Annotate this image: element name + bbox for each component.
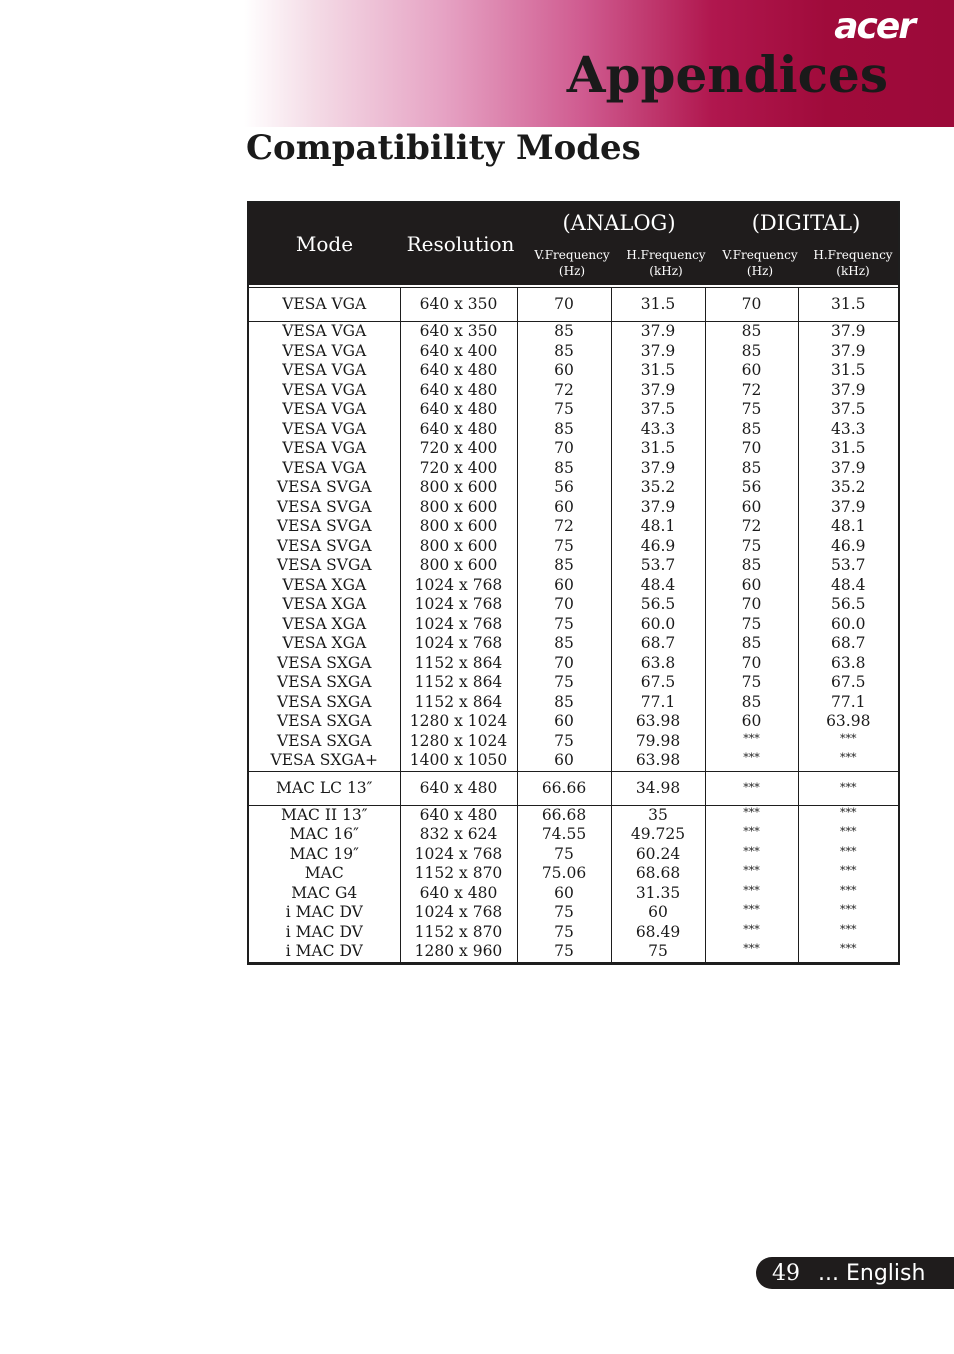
resolution-cell: 640 x 350 [400, 322, 517, 342]
resolution-cell: 640 x 480 [400, 771, 517, 805]
digital-vfreq-cell: 60 [705, 712, 798, 732]
table-row [249, 439, 898, 459]
table-row [249, 322, 898, 342]
digital-hfreq-cell: *** [798, 771, 898, 805]
resolution-cell: 1024 x 768 [400, 615, 517, 635]
digital-vfreq-cell: 70 [705, 654, 798, 674]
digital-hfreq-cell: 63.98 [798, 712, 898, 732]
analog-vfreq-cell: 60 [517, 712, 611, 732]
mode-cell: VESA SVGA [249, 517, 400, 537]
mode-cell: VESA SVGA [249, 556, 400, 576]
digital-hfreq-cell: 37.9 [798, 459, 898, 479]
mode-cell: MAC G4 [249, 884, 400, 904]
analog-hfreq-cell: 49.725 [611, 825, 705, 845]
digital-vfreq-cell: 85 [705, 420, 798, 440]
resolution-cell: 800 x 600 [400, 478, 517, 498]
analog-hfreq-cell: 35 [611, 805, 705, 825]
digital-hfreq-cell: *** [798, 825, 898, 845]
table-row [249, 693, 898, 713]
digital-hfreq-cell: *** [798, 884, 898, 904]
analog-vfreq-cell: 75 [517, 673, 611, 693]
header-analog-hfreq: H.Frequency (kHz) [626, 248, 706, 278]
resolution-cell: 1152 x 864 [400, 693, 517, 713]
analog-vfreq-cell: 85 [517, 420, 611, 440]
mode-cell: MAC 16″ [249, 825, 400, 845]
header-analog: (ANALOG) [562, 211, 676, 235]
digital-vfreq-cell: *** [705, 845, 798, 865]
digital-vfreq-cell: 56 [705, 478, 798, 498]
mode-cell: VESA VGA [249, 381, 400, 401]
digital-hfreq-cell: 35.2 [798, 478, 898, 498]
mode-cell: VESA XGA [249, 634, 400, 654]
resolution-cell: 640 x 480 [400, 361, 517, 381]
table-row [249, 864, 898, 884]
analog-vfreq-cell: 75 [517, 400, 611, 420]
analog-hfreq-cell: 31.5 [611, 439, 705, 459]
analog-hfreq-cell: 48.1 [611, 517, 705, 537]
mode-cell: VESA SXGA+ [249, 751, 400, 771]
analog-vfreq-cell: 75 [517, 537, 611, 557]
analog-vfreq-cell: 60 [517, 576, 611, 596]
digital-vfreq-cell: 72 [705, 517, 798, 537]
digital-hfreq-cell: *** [798, 732, 898, 752]
digital-hfreq-cell: 63.8 [798, 654, 898, 674]
header-digital-hfreq: H.Frequency (kHz) [813, 248, 893, 278]
table-row [249, 400, 898, 420]
digital-vfreq-cell: 85 [705, 556, 798, 576]
digital-hfreq-cell: *** [798, 923, 898, 943]
resolution-cell: 1152 x 870 [400, 923, 517, 943]
digital-vfreq-cell: 85 [705, 322, 798, 342]
analog-hfreq-cell: 68.7 [611, 634, 705, 654]
digital-hfreq-cell: 77.1 [798, 693, 898, 713]
analog-vfreq-cell: 70 [517, 654, 611, 674]
analog-vfreq-cell: 75 [517, 923, 611, 943]
analog-hfreq-cell: 63.98 [611, 751, 705, 771]
mode-cell: VESA VGA [249, 439, 400, 459]
table-row [249, 615, 898, 635]
resolution-cell: 720 x 400 [400, 439, 517, 459]
table-row [249, 556, 898, 576]
mode-cell: i MAC DV [249, 942, 400, 962]
resolution-cell: 1400 x 1050 [400, 751, 517, 771]
analog-hfreq-cell: 60.24 [611, 845, 705, 865]
analog-vfreq-cell: 70 [517, 288, 611, 322]
mode-cell: VESA SXGA [249, 654, 400, 674]
mode-cell: VESA SVGA [249, 478, 400, 498]
analog-vfreq-cell: 70 [517, 439, 611, 459]
mode-cell: MAC II 13″ [249, 805, 400, 825]
table-row [249, 576, 898, 596]
analog-hfreq-cell: 35.2 [611, 478, 705, 498]
table-row [249, 517, 898, 537]
analog-hfreq-cell: 31.35 [611, 884, 705, 904]
table-row [249, 478, 898, 498]
mode-cell: VESA SXGA [249, 732, 400, 752]
table-row [249, 342, 898, 362]
digital-vfreq-cell: 75 [705, 615, 798, 635]
mode-cell: VESA VGA [249, 322, 400, 342]
analog-hfreq-cell: 37.9 [611, 459, 705, 479]
mode-cell: VESA VGA [249, 342, 400, 362]
analog-vfreq-cell: 85 [517, 459, 611, 479]
resolution-cell: 1280 x 1024 [400, 712, 517, 732]
analog-hfreq-cell: 60 [611, 903, 705, 923]
resolution-cell: 832 x 624 [400, 825, 517, 845]
analog-hfreq-cell: 77.1 [611, 693, 705, 713]
resolution-cell: 1280 x 1024 [400, 732, 517, 752]
digital-vfreq-cell: 60 [705, 361, 798, 381]
table-row [249, 884, 898, 904]
digital-vfreq-cell: *** [705, 732, 798, 752]
digital-vfreq-cell: 85 [705, 459, 798, 479]
digital-hfreq-cell: 37.9 [798, 322, 898, 342]
analog-hfreq-cell: 56.5 [611, 595, 705, 615]
analog-hfreq-cell: 34.98 [611, 771, 705, 805]
analog-vfreq-cell: 60 [517, 884, 611, 904]
digital-hfreq-cell: 37.9 [798, 381, 898, 401]
table-row [249, 732, 898, 752]
table-row [249, 805, 898, 825]
resolution-cell: 640 x 480 [400, 805, 517, 825]
resolution-cell: 1152 x 864 [400, 654, 517, 674]
resolution-cell: 1024 x 768 [400, 576, 517, 596]
resolution-cell: 800 x 600 [400, 517, 517, 537]
analog-vfreq-cell: 74.55 [517, 825, 611, 845]
digital-hfreq-cell: 37.9 [798, 498, 898, 518]
analog-hfreq-cell: 31.5 [611, 361, 705, 381]
analog-hfreq-cell: 79.98 [611, 732, 705, 752]
mode-cell: VESA VGA [249, 400, 400, 420]
digital-vfreq-cell: 75 [705, 400, 798, 420]
analog-vfreq-cell: 75 [517, 903, 611, 923]
table-row [249, 923, 898, 943]
mode-cell: VESA SXGA [249, 712, 400, 732]
analog-vfreq-cell: 72 [517, 381, 611, 401]
analog-vfreq-cell: 75 [517, 845, 611, 865]
digital-vfreq-cell: 70 [705, 439, 798, 459]
digital-hfreq-cell: 31.5 [798, 361, 898, 381]
page-footer [756, 1257, 954, 1289]
header-resolution: Resolution [406, 232, 515, 256]
digital-hfreq-cell: 56.5 [798, 595, 898, 615]
digital-vfreq-cell: 75 [705, 673, 798, 693]
header-digital-vfreq: V.Frequency (Hz) [722, 248, 798, 278]
resolution-cell: 800 x 600 [400, 556, 517, 576]
analog-hfreq-cell: 31.5 [611, 288, 705, 322]
analog-vfreq-cell: 60 [517, 498, 611, 518]
digital-vfreq-cell: 70 [705, 288, 798, 322]
table-row [249, 654, 898, 674]
digital-hfreq-cell: 60.0 [798, 615, 898, 635]
table-row [249, 288, 898, 322]
mode-cell: MAC 19″ [249, 845, 400, 865]
analog-vfreq-cell: 85 [517, 634, 611, 654]
digital-hfreq-cell: *** [798, 903, 898, 923]
table-row [249, 420, 898, 440]
table-row [249, 845, 898, 865]
table-row [249, 498, 898, 518]
section-title: Compatibility Modes [246, 128, 641, 168]
resolution-cell: 1024 x 768 [400, 845, 517, 865]
mode-cell: VESA SXGA [249, 673, 400, 693]
resolution-cell: 640 x 480 [400, 420, 517, 440]
resolution-cell: 640 x 350 [400, 288, 517, 322]
resolution-cell: 640 x 400 [400, 342, 517, 362]
table-row [249, 537, 898, 557]
analog-vfreq-cell: 85 [517, 322, 611, 342]
digital-hfreq-cell: *** [798, 751, 898, 771]
mode-cell: VESA XGA [249, 595, 400, 615]
digital-vfreq-cell: *** [705, 805, 798, 825]
digital-hfreq-cell: 31.5 [798, 288, 898, 322]
table-row [249, 673, 898, 693]
mode-cell: VESA SVGA [249, 537, 400, 557]
language-label: ... English [818, 1260, 926, 1286]
analog-hfreq-cell: 46.9 [611, 537, 705, 557]
mode-cell: MAC LC 13″ [249, 771, 400, 805]
resolution-cell: 1152 x 870 [400, 864, 517, 884]
table-row [249, 771, 898, 805]
analog-vfreq-cell: 75.06 [517, 864, 611, 884]
digital-hfreq-cell: 67.5 [798, 673, 898, 693]
digital-hfreq-cell: 46.9 [798, 537, 898, 557]
digital-vfreq-cell: 85 [705, 342, 798, 362]
resolution-cell: 1280 x 960 [400, 942, 517, 962]
analog-vfreq-cell: 75 [517, 732, 611, 752]
digital-hfreq-cell: 68.7 [798, 634, 898, 654]
analog-hfreq-cell: 37.9 [611, 342, 705, 362]
table-row [249, 459, 898, 479]
digital-hfreq-cell: 37.9 [798, 342, 898, 362]
compatibility-table [247, 201, 900, 965]
table-row [249, 361, 898, 381]
header-digital: (DIGITAL) [751, 211, 861, 235]
digital-vfreq-cell: *** [705, 923, 798, 943]
digital-hfreq-cell: 48.4 [798, 576, 898, 596]
digital-vfreq-cell: 72 [705, 381, 798, 401]
analog-vfreq-cell: 60 [517, 751, 611, 771]
table-row [249, 595, 898, 615]
resolution-cell: 800 x 600 [400, 537, 517, 557]
analog-vfreq-cell: 85 [517, 342, 611, 362]
resolution-cell: 800 x 600 [400, 498, 517, 518]
table-header [249, 203, 898, 285]
analog-hfreq-cell: 53.7 [611, 556, 705, 576]
header-mode: Mode [295, 232, 354, 256]
digital-vfreq-cell: 70 [705, 595, 798, 615]
modes-table-body [249, 288, 898, 963]
mode-cell: VESA XGA [249, 615, 400, 635]
mode-cell: i MAC DV [249, 923, 400, 943]
header-banner [244, 0, 954, 127]
analog-hfreq-cell: 37.5 [611, 400, 705, 420]
analog-vfreq-cell: 85 [517, 693, 611, 713]
analog-vfreq-cell: 75 [517, 942, 611, 962]
analog-hfreq-cell: 37.9 [611, 498, 705, 518]
mode-cell: VESA VGA [249, 361, 400, 381]
acer-logo: acer [834, 6, 914, 47]
table-body [249, 288, 898, 962]
digital-hfreq-cell: 43.3 [798, 420, 898, 440]
digital-hfreq-cell: 53.7 [798, 556, 898, 576]
resolution-cell: 1024 x 768 [400, 903, 517, 923]
digital-hfreq-cell: 31.5 [798, 439, 898, 459]
analog-hfreq-cell: 37.9 [611, 322, 705, 342]
mode-cell: MAC [249, 864, 400, 884]
mode-cell: VESA VGA [249, 288, 400, 322]
digital-vfreq-cell: 75 [705, 537, 798, 557]
digital-vfreq-cell: *** [705, 771, 798, 805]
analog-vfreq-cell: 75 [517, 615, 611, 635]
table-row [249, 751, 898, 771]
mode-cell: VESA XGA [249, 576, 400, 596]
digital-hfreq-cell: *** [798, 805, 898, 825]
digital-hfreq-cell: *** [798, 942, 898, 962]
analog-vfreq-cell: 85 [517, 556, 611, 576]
digital-vfreq-cell: *** [705, 942, 798, 962]
digital-vfreq-cell: *** [705, 884, 798, 904]
analog-hfreq-cell: 75 [611, 942, 705, 962]
digital-vfreq-cell: 85 [705, 693, 798, 713]
digital-hfreq-cell: *** [798, 845, 898, 865]
digital-hfreq-cell: 48.1 [798, 517, 898, 537]
resolution-cell: 640 x 480 [400, 400, 517, 420]
table-row [249, 712, 898, 732]
analog-hfreq-cell: 60.0 [611, 615, 705, 635]
analog-hfreq-cell: 68.68 [611, 864, 705, 884]
analog-vfreq-cell: 70 [517, 595, 611, 615]
digital-hfreq-cell: *** [798, 864, 898, 884]
table-row [249, 825, 898, 845]
mode-cell: i MAC DV [249, 903, 400, 923]
analog-vfreq-cell: 60 [517, 361, 611, 381]
header-analog-vfreq: V.Frequency (Hz) [534, 248, 610, 278]
analog-vfreq-cell: 56 [517, 478, 611, 498]
resolution-cell: 1152 x 864 [400, 673, 517, 693]
digital-vfreq-cell: 60 [705, 498, 798, 518]
digital-hfreq-cell: 37.5 [798, 400, 898, 420]
analog-hfreq-cell: 67.5 [611, 673, 705, 693]
resolution-cell: 640 x 480 [400, 381, 517, 401]
analog-vfreq-cell: 72 [517, 517, 611, 537]
table-row [249, 942, 898, 962]
analog-vfreq-cell: 66.68 [517, 805, 611, 825]
analog-hfreq-cell: 63.98 [611, 712, 705, 732]
digital-vfreq-cell: 85 [705, 634, 798, 654]
table-row [249, 903, 898, 923]
digital-vfreq-cell: 60 [705, 576, 798, 596]
digital-vfreq-cell: *** [705, 864, 798, 884]
mode-cell: VESA SVGA [249, 498, 400, 518]
mode-cell: VESA SXGA [249, 693, 400, 713]
mode-cell: VESA VGA [249, 420, 400, 440]
resolution-cell: 640 x 480 [400, 884, 517, 904]
resolution-cell: 1024 x 768 [400, 634, 517, 654]
analog-hfreq-cell: 37.9 [611, 381, 705, 401]
digital-vfreq-cell: *** [705, 903, 798, 923]
analog-hfreq-cell: 63.8 [611, 654, 705, 674]
analog-vfreq-cell: 66.66 [517, 771, 611, 805]
resolution-cell: 1024 x 768 [400, 595, 517, 615]
digital-vfreq-cell: *** [705, 751, 798, 771]
table-row [249, 634, 898, 654]
resolution-cell: 720 x 400 [400, 459, 517, 479]
mode-cell: VESA VGA [249, 459, 400, 479]
table-row [249, 381, 898, 401]
analog-hfreq-cell: 43.3 [611, 420, 705, 440]
digital-vfreq-cell: *** [705, 825, 798, 845]
page-number: 49 [772, 1260, 800, 1286]
analog-hfreq-cell: 48.4 [611, 576, 705, 596]
chapter-title: Appendices [566, 45, 888, 104]
analog-hfreq-cell: 68.49 [611, 923, 705, 943]
